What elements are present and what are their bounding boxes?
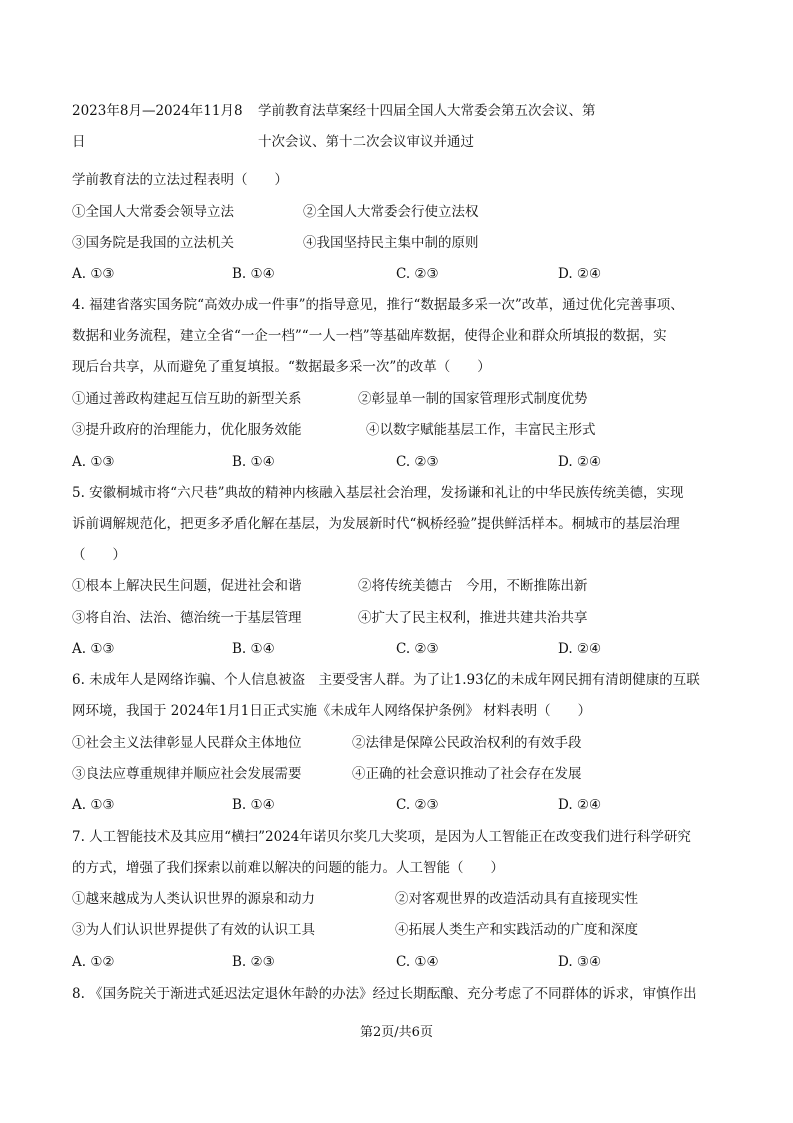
q6-stem-line1: 6. 未成年人是网络诈骗、个人信息被盗 主要受害人群。为了让1.93亿的未成年网民拥有清朗健康的互联 (72, 672, 700, 688)
table-date-line2: 日 (72, 134, 86, 150)
q3-stem: 学前教育法的立法过程表明（ ） (72, 172, 288, 188)
q5-statement-2: ②将传统美德古 今用，不断推陈出新 (358, 578, 588, 594)
q7-choice-b[interactable]: B. ②③ (232, 954, 275, 970)
q4-stem-line1: 4. 福建省落实国务院“高效办成一件事”的指导意见，推行“数据最多采一次”改革，通过优化完善事项、 (72, 297, 684, 313)
q4-statement-4: ④以数字赋能基层工作，丰富民主形式 (366, 422, 596, 438)
q4-stem-line3: 现后台共享，从而避免了重复填报。“数据最多采一次”的改革（ ） (72, 359, 491, 375)
q7-statement-4: ④拓展人类生产和实践活动的广度和深度 (395, 922, 638, 938)
page-number-footer: 第2页/共6页 (360, 1025, 433, 1040)
q4-choice-a[interactable]: A. ①③ (72, 454, 115, 470)
table-event-line1: 学前教育法草案经十四届全国人大常委会第五次会议、第 (258, 103, 596, 119)
q3-statement-4: ④我国坚持民主集中制的原则 (303, 235, 479, 251)
q3-choice-a[interactable]: A. ①③ (72, 266, 115, 282)
q3-statement-2: ②全国人大常委会行使立法权 (303, 204, 479, 220)
table-event-line2: 十次会议、第十二次会议审议并通过 (258, 134, 474, 150)
q4-choice-c[interactable]: C. ②③ (396, 454, 439, 470)
q5-choice-d[interactable]: D. ②④ (558, 641, 602, 657)
q6-stem-line2: 网环境，我国于 2024年1月1日正式实施《未成年人网络保护条例》 材料表明（ ） (72, 703, 592, 719)
q6-choice-d[interactable]: D. ②④ (558, 797, 602, 813)
q4-statement-2: ②彰显单一制的国家管理形式制度优势 (358, 391, 588, 407)
q7-stem-line1: 7. 人工智能技术及其应用“横扫”2024年诺贝尔奖几大奖项，是因为人工智能正在改变我们进行科学研究 (72, 829, 691, 845)
q7-statement-3: ③为人们认识世界提供了有效的认识工具 (72, 922, 315, 938)
q7-statement-2: ②对客观世界的改造活动具有直接现实性 (395, 891, 638, 907)
q7-stem-line2: 的方式，增强了我们探索以前难以解决的问题的能力。人工智能（ ） (72, 860, 504, 876)
q5-choice-b[interactable]: B. ①④ (232, 641, 275, 657)
q6-choice-a[interactable]: A. ①③ (72, 797, 115, 813)
q3-statement-1: ①全国人大常委会领导立法 (72, 204, 234, 220)
q6-statement-2: ②法律是保障公民政治权利的有效手段 (352, 735, 582, 751)
q5-statement-1: ①根本上解决民生问题，促进社会和谐 (72, 578, 302, 594)
q8-stem-line1: 8. 《国务院关于渐进式延迟法定退休年龄的办法》经过长期酝酿、充分考虑了不同群体的诉求，审慎作出 (72, 986, 697, 1002)
q4-statement-3: ③提升政府的治理能力，优化服务效能 (72, 422, 302, 438)
q3-choice-d[interactable]: D. ②④ (558, 266, 602, 282)
q6-choice-c[interactable]: C. ②③ (396, 797, 439, 813)
q5-statement-3: ③将自治、法治、德治统一于基层管理 (72, 610, 302, 626)
q4-statement-1: ①通过善政构建起互信互助的新型关系 (72, 391, 302, 407)
table-date-line1: 2023年8月—2024年11月8 (72, 103, 243, 119)
q6-statement-1: ①社会主义法律彰显人民群众主体地位 (72, 735, 302, 751)
q5-stem-line3: （ ） (72, 547, 126, 563)
q7-choice-a[interactable]: A. ①② (72, 954, 115, 970)
q6-choice-b[interactable]: B. ①④ (232, 797, 275, 813)
q6-statement-4: ④正确的社会意识推动了社会存在发展 (352, 766, 582, 782)
q7-choice-d[interactable]: D. ③④ (558, 954, 602, 970)
q6-statement-3: ③良法应尊重规律并顺应社会发展需要 (72, 766, 302, 782)
q3-choice-b[interactable]: B. ①④ (232, 266, 275, 282)
q5-stem-line1: 5. 安徽桐城市将“六尺巷”典故的精神内核融入基层社会治理，发扬谦和礼让的中华民族传统美德，实现 (72, 485, 684, 501)
q4-choice-b[interactable]: B. ①④ (232, 454, 275, 470)
q7-choice-c[interactable]: C. ①④ (396, 954, 439, 970)
q3-choice-c[interactable]: C. ②③ (396, 266, 439, 282)
q3-statement-3: ③国务院是我国的立法机关 (72, 235, 234, 251)
q7-statement-1: ①越来越成为人类认识世界的源泉和动力 (72, 891, 315, 907)
q5-stem-line2: 诉前调解规范化，把更多矛盾化解在基层，为发展新时代“枫桥经验”提供鲜活样本。桐城市的基层治理 (72, 516, 680, 532)
q5-choice-a[interactable]: A. ①③ (72, 641, 115, 657)
q4-choice-d[interactable]: D. ②④ (558, 454, 602, 470)
q4-stem-line2: 数据和业务流程，建立全省“一企一档”“一人一档”等基础库数据，使得企业和群众所填报的数据，实 (72, 328, 667, 344)
q5-statement-4: ④扩大了民主权利，推进共建共治共享 (358, 610, 588, 626)
q5-choice-c[interactable]: C. ②③ (396, 641, 439, 657)
